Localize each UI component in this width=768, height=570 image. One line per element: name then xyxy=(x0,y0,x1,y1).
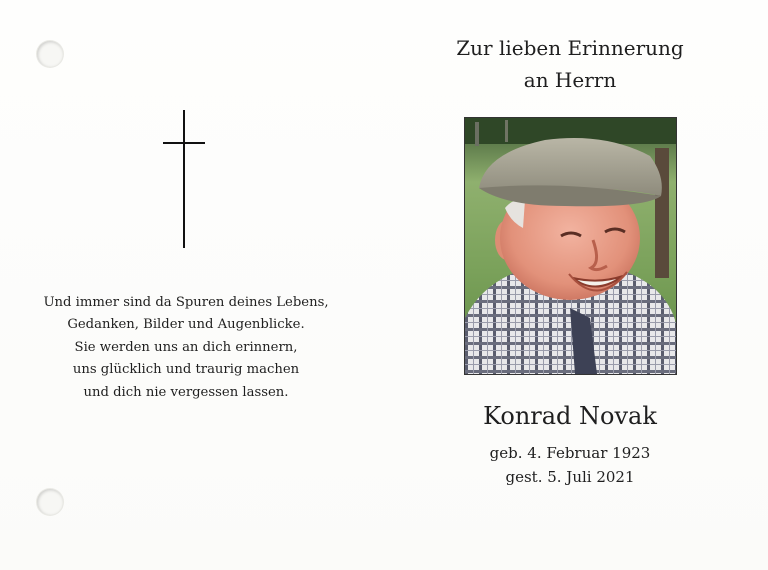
birth-date: geb. 4. Februar 1923 xyxy=(489,444,651,462)
death-date: gest. 5. Juli 2021 xyxy=(505,468,635,486)
heading-line: Zur lieben Erinnerung xyxy=(456,36,684,60)
punch-hole-top xyxy=(37,41,63,67)
cross-icon xyxy=(163,110,205,248)
verse-line: Und immer sind da Spuren deines Lebens, xyxy=(43,295,329,310)
verse-line: Gedanken, Bilder und Augenblicke. xyxy=(67,317,305,333)
portrait-photo xyxy=(464,117,677,375)
memorial-heading xyxy=(430,32,710,96)
life-dates xyxy=(430,441,710,489)
heading-line: an Herrn xyxy=(523,68,617,92)
verse-line: und dich nie vergessen lassen. xyxy=(83,384,289,400)
verse-line: Sie werden uns an dich erinnern, xyxy=(74,339,298,355)
memorial-verse xyxy=(30,292,342,404)
punch-hole-bottom xyxy=(37,489,63,515)
verse-line: uns glücklich und traurig machen xyxy=(72,362,300,378)
deceased-name: Konrad Novak xyxy=(483,402,657,430)
